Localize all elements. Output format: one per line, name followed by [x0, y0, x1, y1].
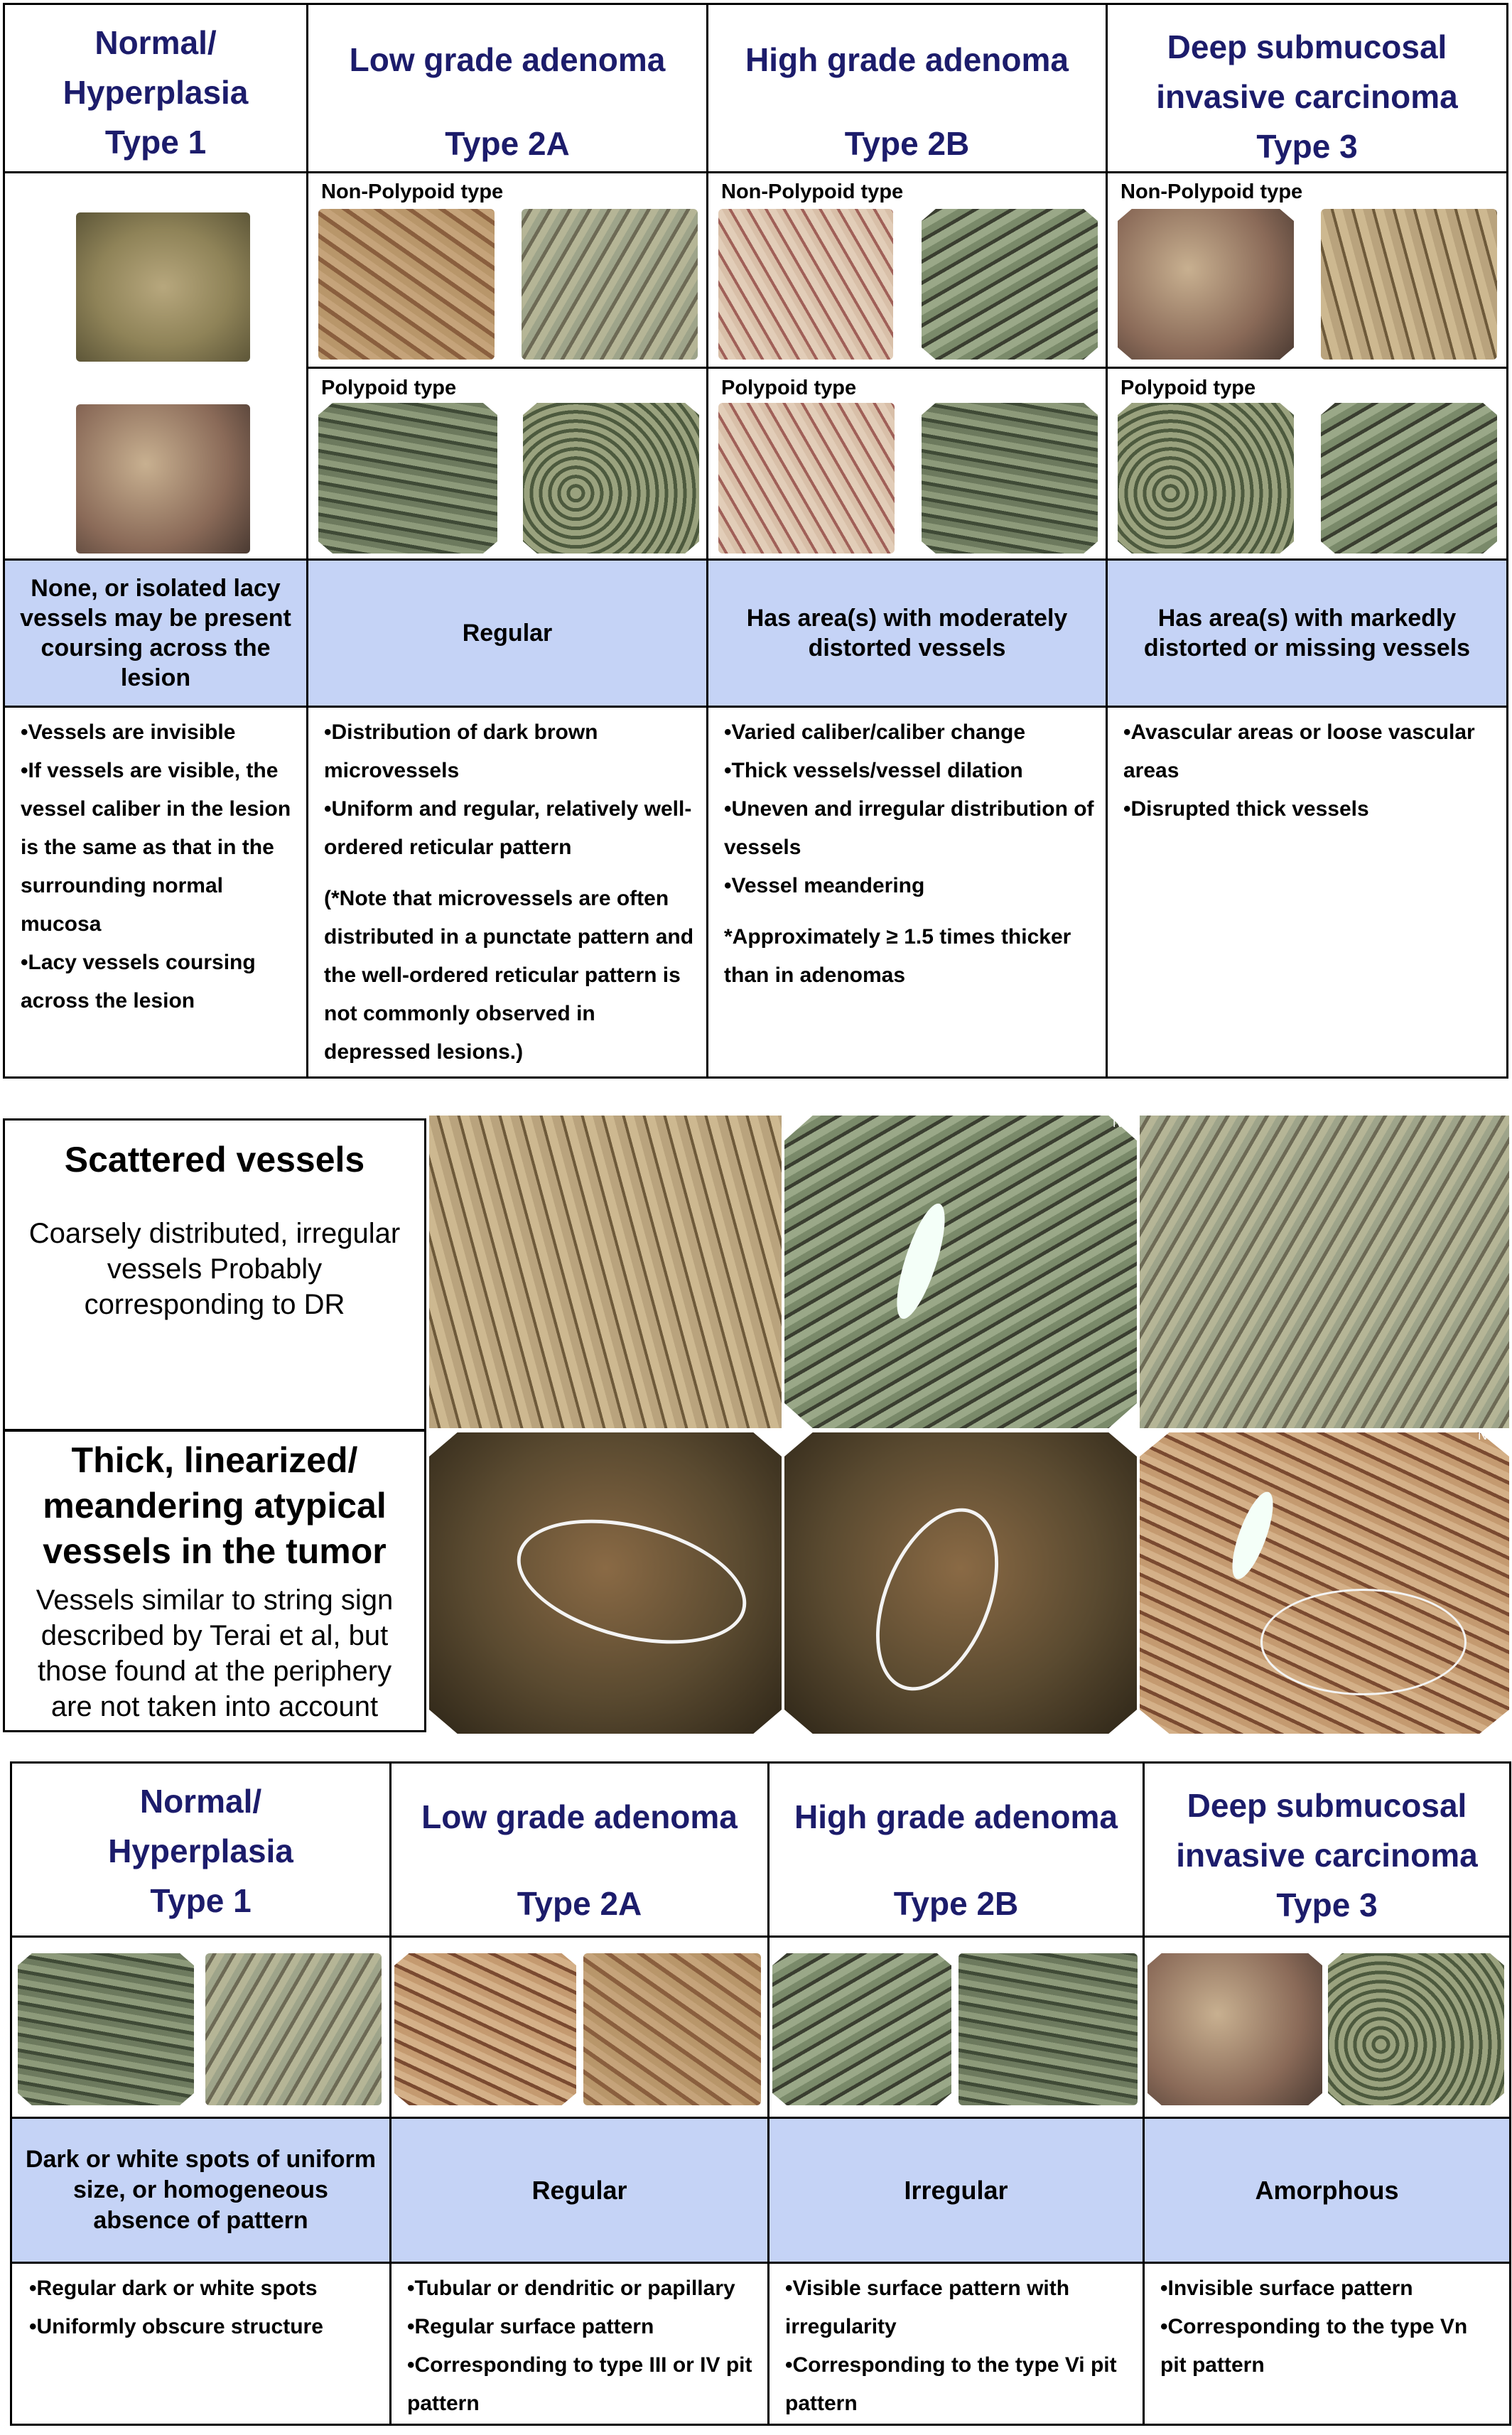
header-type: Type 1 — [150, 1882, 252, 1919]
bottom-band-type2a — [391, 2118, 769, 2263]
header-line: High grade adenoma — [794, 1798, 1118, 1835]
nbi-label: NBI — [1113, 1116, 1135, 1130]
top-desc-type2a — [308, 707, 708, 1078]
band-text: None, or isolated lacy vessels may be present coursing across the lesion — [20, 575, 291, 691]
bottom-desc-type2b — [769, 2263, 1144, 2425]
header-line: invasive carcinoma — [1156, 78, 1458, 115]
thick-desc: Vessels similar to string sign described by Terai et al, but those found at the periphery are not taken into account — [36, 1584, 394, 1722]
desc-item: •Disrupted thick vessels — [1123, 797, 1369, 821]
endoscopy-image — [922, 403, 1098, 554]
header-type: Type 3 — [1276, 1886, 1378, 1923]
nbi-label: NBI — [1478, 1428, 1500, 1442]
bottom-band-type1 — [11, 2118, 391, 2263]
top-images-type3 — [1107, 173, 1508, 560]
endoscopy-image — [1328, 1953, 1504, 2105]
endoscopy-image — [523, 403, 699, 554]
header-line: Low grade adenoma — [421, 1798, 738, 1835]
scattered-title: Scattered vessels — [64, 1140, 365, 1179]
top-band-type2a — [308, 560, 708, 707]
desc-item: •Uneven and irregular distribution of vessels — [724, 797, 1094, 859]
endoscopy-image — [583, 1953, 761, 2105]
top-desc-type2b — [708, 707, 1107, 1078]
scattered-vessels-box — [3, 1118, 426, 1431]
bottom-images-type2a — [391, 1937, 769, 2118]
non-polypoid-label: Non-Polypoid type — [321, 180, 504, 203]
band-text: Regular — [462, 619, 553, 647]
desc-item: •Avascular areas or loose vascular areas — [1123, 720, 1475, 782]
desc-item: •If vessels are visible, the vessel caliber in the lesion is the same as that in the surrounding normal mucosa — [21, 759, 291, 936]
vessel-pattern-panel — [0, 1116, 1512, 1734]
endoscopy-image — [1148, 1953, 1322, 2105]
header-line: Hyperplasia — [108, 1832, 293, 1869]
thick-vessels-box — [3, 1430, 426, 1732]
desc-item: •Regular dark or white spots — [29, 2277, 318, 2300]
desc-note: *Approximately ≥ 1.5 times thicker than in adenomas — [724, 925, 1071, 987]
bottom-classification-panel — [0, 1759, 1512, 2434]
bottom-desc-type2a — [391, 2263, 769, 2425]
endoscopy-image — [1118, 403, 1294, 554]
band-text: Has area(s) with moderately distorted vessels — [746, 605, 1068, 662]
endoscopy-image — [522, 209, 698, 360]
bottom-desc-type3 — [1144, 2263, 1511, 2425]
top-desc-type3 — [1107, 707, 1508, 1078]
nbi-image-scattered-1 — [429, 1116, 782, 1428]
bottom-band-type2b — [769, 2118, 1144, 2263]
nbi-image-scattered-2 — [784, 1116, 1137, 1428]
top-images-type2a — [308, 173, 708, 560]
endoscopy-image — [76, 212, 250, 362]
endoscopy-image — [318, 403, 497, 554]
header-line: Low grade adenoma — [349, 41, 666, 78]
header-line: Normal/ — [94, 24, 217, 61]
top-images-type2b — [708, 173, 1107, 560]
desc-item: •Varied caliber/caliber change — [724, 720, 1026, 744]
non-polypoid-label: Non-Polypoid type — [1120, 180, 1303, 203]
header-line: invasive carcinoma — [1176, 1837, 1478, 1874]
polypoid-label: Polypoid type — [721, 377, 857, 399]
endoscopy-image — [772, 1953, 951, 2105]
top-band-type3 — [1107, 560, 1508, 707]
top-header-type2b — [708, 4, 1107, 173]
top-header-type2a — [308, 4, 708, 173]
bottom-header-type2a — [391, 1763, 769, 1937]
endoscopy-image — [1118, 209, 1294, 360]
desc-item: •Visible surface pattern with irregularity — [785, 2277, 1070, 2338]
light-reflection — [887, 1199, 954, 1323]
endoscopy-image — [718, 209, 893, 360]
top-header-type1 — [4, 4, 308, 173]
desc-item: •Lacy vessels coursing across the lesion — [21, 951, 256, 1013]
highlight-ellipse — [852, 1491, 1022, 1709]
desc-item: •Thick vessels/vessel dilation — [724, 759, 1023, 782]
light-reflection — [1224, 1487, 1281, 1583]
bottom-band-type3 — [1144, 2118, 1511, 2263]
desc-item: •Corresponding to the type Vi pit pattern — [785, 2353, 1117, 2415]
endoscopy-image — [76, 404, 250, 554]
polypoid-label: Polypoid type — [321, 377, 457, 399]
nbi-image-thick-2 — [784, 1432, 1137, 1734]
nbi-image-scattered-3 — [1140, 1116, 1509, 1428]
top-classification-panel — [0, 0, 1512, 1087]
desc-item: •Distribution of dark brown microvessels — [324, 720, 598, 782]
top-desc-type1 — [4, 707, 308, 1078]
thick-title: Thick, linearized/ meandering atypical vessels in the tumor — [43, 1440, 387, 1571]
desc-item: •Regular surface pattern — [407, 2315, 654, 2338]
endoscopy-image — [18, 1953, 194, 2105]
endoscopy-image — [718, 403, 895, 554]
header-type: Type 2B — [844, 125, 970, 162]
top-classification-table — [3, 3, 1508, 1079]
header-line: High grade adenoma — [745, 41, 1069, 78]
endoscopy-image — [318, 209, 495, 360]
bottom-header-type3 — [1144, 1763, 1511, 1937]
scattered-desc: Coarsely distributed, irregular vessels Probably corresponding to DR — [28, 1218, 401, 1320]
band-text: Has area(s) with markedly distorted or missing vessels — [1143, 605, 1471, 662]
highlight-ellipse — [504, 1498, 760, 1665]
header-line: Deep submucosal — [1167, 28, 1447, 65]
endoscopy-image — [1321, 403, 1497, 554]
top-band-type2b — [708, 560, 1107, 707]
bottom-header-type1 — [11, 1763, 391, 1937]
desc-item: •Corresponding to type III or IV pit pattern — [407, 2353, 752, 2415]
bottom-images-type2b — [769, 1937, 1144, 2118]
nbi-image-thick-3 — [1140, 1432, 1509, 1734]
header-type: Type 3 — [1256, 128, 1358, 165]
header-type: Type 2B — [893, 1885, 1019, 1922]
header-type: Type 2A — [445, 125, 570, 162]
desc-item: •Uniformly obscure structure — [29, 2315, 323, 2338]
top-band-type1 — [4, 560, 308, 707]
desc-item: •Vessels are invisible — [21, 720, 236, 744]
band-text: Irregular — [904, 2175, 1008, 2205]
header-line: Normal/ — [139, 1783, 262, 1820]
desc-note: (*Note that microvessels are often distributed in a punctate pattern and the well-ordered reticular pattern is not commonly observed in depressed lesions.) — [324, 887, 694, 1064]
polypoid-label: Polypoid type — [1120, 377, 1256, 399]
endoscopy-image — [922, 209, 1098, 360]
band-text: Regular — [531, 2175, 627, 2205]
desc-item: •Corresponding to the type Vn pit pattern — [1160, 2315, 1468, 2377]
endoscopy-image — [958, 1953, 1138, 2105]
header-line: Deep submucosal — [1187, 1787, 1467, 1824]
non-polypoid-label: Non-Polypoid type — [721, 180, 904, 203]
desc-item: •Uniform and regular, relatively well-ordered reticular pattern — [324, 797, 692, 859]
endoscopy-image — [1321, 209, 1497, 360]
bottom-images-type1 — [11, 1937, 391, 2118]
desc-item: •Tubular or dendritic or papillary — [407, 2277, 735, 2300]
bottom-header-type2b — [769, 1763, 1144, 1937]
header-line: Hyperplasia — [63, 74, 249, 111]
top-images-type1 — [4, 173, 308, 560]
bottom-classification-table — [10, 1761, 1511, 2426]
header-type: Type 1 — [104, 124, 207, 161]
desc-item: •Invisible surface pattern — [1160, 2277, 1413, 2300]
header-type: Type 2A — [517, 1885, 642, 1922]
highlight-ellipse — [1260, 1589, 1467, 1695]
bottom-images-type3 — [1144, 1937, 1511, 2118]
endoscopy-image — [394, 1953, 576, 2105]
endoscopy-image — [205, 1953, 382, 2105]
top-header-type3 — [1107, 4, 1508, 173]
nbi-image-thick-1 — [429, 1432, 782, 1734]
bottom-desc-type1 — [11, 2263, 391, 2425]
desc-item: •Vessel meandering — [724, 874, 925, 897]
band-text: Dark or white spots of uniform size, or homogeneous absence of pattern — [25, 2146, 377, 2234]
band-text: Amorphous — [1255, 2175, 1399, 2205]
